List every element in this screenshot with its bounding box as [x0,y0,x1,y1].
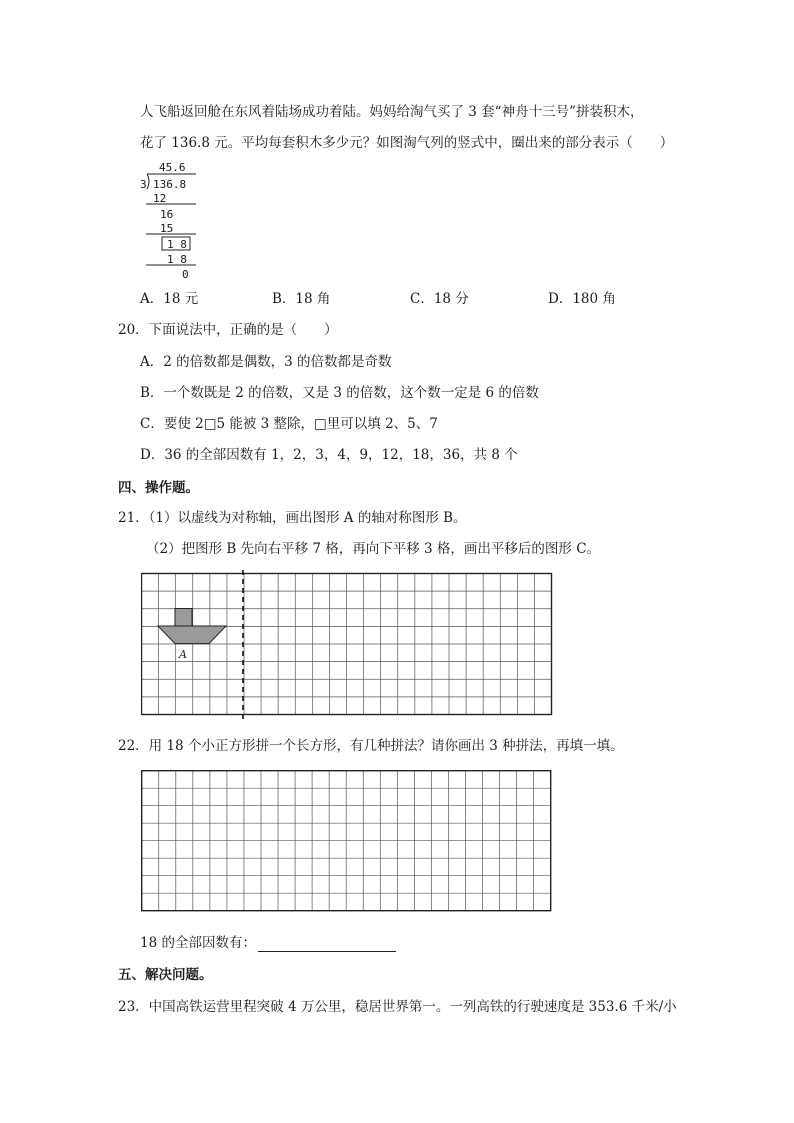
division-step3: 15 [160,222,174,235]
q19-line2: 花了 136.8 元。平均每套积木多少元？如图淘气列的竖式中，圈出来的部分表示（ ） [140,135,674,151]
q22-answer-blank[interactable] [258,937,396,952]
division-divisor: 3 [140,178,147,191]
q22-stem: 22．用 18 个小正方形拼一个长方形，有几种拼法？请你画出 3 种拼法，再填一填。 [118,738,624,754]
q23-stem: 23．中国高铁运营里程突破 4 万公里，稳居世界第一。一列高铁的行驶速度是 353.6 千米/小 [118,999,677,1015]
q19-option-b[interactable]: B．18 角 [272,291,331,307]
q19-line1: 人飞船返回舱在东风着陆场成功着陆。妈妈给淘气买了 3 套“神舟十三号”拼装积木， [140,104,644,120]
shape-a[interactable] [158,609,226,644]
section-4-title: 四、操作题。 [118,480,199,496]
division-quotient: 45.6 [159,161,186,174]
division-boxed-step: 1 8 [167,238,187,251]
q20-stem: 20．下面说法中，正确的是（ ） [118,322,338,338]
long-division [140,158,210,283]
division-dividend: 136.8 [153,178,187,191]
q21-grid[interactable] [141,570,553,720]
q22-grid-lines [142,771,551,911]
division-remainder: 0 [182,268,189,281]
q22-grid[interactable] [141,770,553,912]
division-step5: 1 8 [167,253,187,266]
division-step2: 16 [160,208,174,221]
section-5-title: 五、解决问题。 [118,967,213,983]
q20-option-a[interactable]: A．2 的倍数都是偶数，3 的倍数都是奇数 [140,354,392,370]
shape-a-label: A [179,648,187,661]
q19-option-d[interactable]: D．180 角 [548,291,616,307]
q20-option-b[interactable]: B．一个数既是 2 的倍数，又是 3 的倍数，这个数一定是 6 的倍数 [140,385,539,401]
q21-part2: （2）把图形 B 先向右平移 7 格，再向下平移 3 格，画出平移后的图形 C。 [146,541,601,557]
q20-option-c[interactable]: C．要使 2□5 能被 3 整除，□里可以填 2、5、7 [140,416,438,432]
q20-option-d[interactable]: D．36 的全部因数有 1，2，3，4，9，12，18，36，共 8 个 [140,447,518,463]
q21-part1: 21．（1）以虚线为对称轴，画出图形 A 的轴对称图形 B。 [118,510,467,526]
q19-option-a[interactable]: A．18 元 [140,291,199,307]
q22-fill-label: 18 的全部因数有： [140,935,256,951]
division-step1: 12 [153,192,167,205]
q19-option-c[interactable]: C．18 分 [410,291,469,307]
q22-fill-line [140,934,396,952]
